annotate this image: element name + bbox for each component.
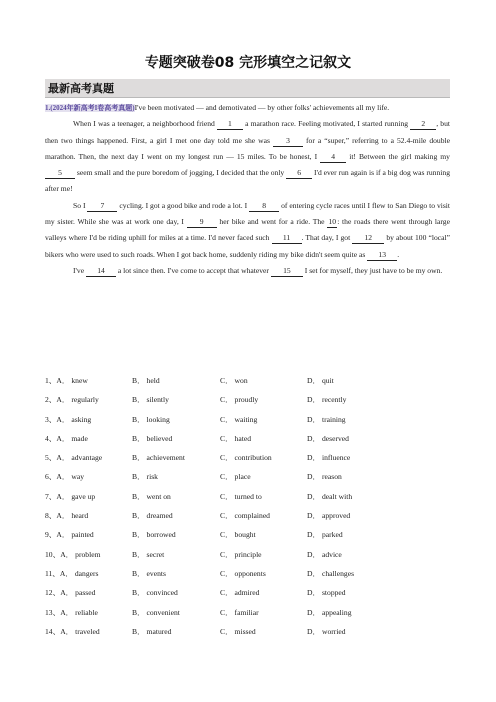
option-b[interactable]: B． achievement <box>132 453 185 463</box>
option-a[interactable] <box>45 414 91 425</box>
document-title: 专题突破卷08 完形填空之记叙文 <box>144 55 352 71</box>
passage-text: So I <box>73 200 86 210</box>
option-c[interactable]: C． turned to <box>220 491 262 501</box>
paragraph-3 <box>45 263 450 279</box>
option-d[interactable]: D． recently <box>307 395 347 405</box>
blank-14[interactable]: 14 <box>86 266 116 277</box>
passage-text: I've <box>73 265 85 275</box>
blank-10[interactable]: 10 <box>328 217 337 227</box>
section-title: 最新高考真题 <box>48 82 114 95</box>
option-text: A． advantage <box>56 453 103 463</box>
option-text: A． regularly <box>56 395 99 405</box>
answer-options <box>45 372 450 642</box>
blank-11[interactable]: 11 <box>272 233 302 244</box>
option-d[interactable]: D． challenges <box>307 568 355 578</box>
blank-5[interactable]: 5 <box>45 168 75 179</box>
option-row <box>45 411 450 430</box>
question-number: 7、 <box>45 491 57 501</box>
option-c[interactable]: C． contribution <box>220 453 272 463</box>
option-d[interactable]: D． deserved <box>307 433 349 443</box>
option-b[interactable]: B． dreamed <box>132 511 173 521</box>
question-number: 13、 <box>45 607 61 617</box>
option-a[interactable] <box>45 607 98 618</box>
option-d[interactable]: D． worried <box>307 626 346 636</box>
passage-text: I'd ever run again is if a big dog was running after me! <box>45 168 450 194</box>
option-row <box>45 584 450 603</box>
option-d[interactable]: D． dealt with <box>307 491 353 501</box>
option-d[interactable]: D． quit <box>307 376 334 385</box>
option-text: A． reliable <box>60 607 98 617</box>
passage-text: a lot since then. I've come to accept that whatever <box>117 265 269 275</box>
passage-text: . That day, I got <box>301 233 351 243</box>
passage-text: it! Between the girl making my <box>349 151 450 161</box>
passage-text: her bike and went for a ride. The <box>219 217 325 227</box>
option-a[interactable] <box>45 375 88 386</box>
intro-text: I've been motivated — and demotivated — by other folks' achievements all my life. <box>134 103 390 112</box>
option-row <box>45 526 450 545</box>
passage-text: by about 100 “local” bikers who were used to such roads. When I got back home, suddenly riding my bike didn't seem quite as <box>45 233 450 259</box>
passage-text: cycling. I got a good bike and rode a lot. I <box>119 200 248 210</box>
question-number: 5、 <box>45 453 57 463</box>
question-number: 11、 <box>45 568 60 578</box>
option-d[interactable]: D． approved <box>307 511 351 521</box>
blank-12[interactable]: 12 <box>352 233 384 244</box>
blank-4[interactable]: 4 <box>320 152 346 163</box>
option-d[interactable]: D． advice <box>307 549 342 559</box>
option-d[interactable]: D． parked <box>307 530 343 540</box>
passage-text: : the roads there went through large valleys where I'd be riding uphill for miles at a time. I'd never faced such <box>45 217 450 243</box>
question-number: 6、 <box>45 472 57 482</box>
question-number: 2、 <box>45 395 57 405</box>
question-number: 8、 <box>45 511 57 521</box>
option-text: A． asking <box>56 414 92 424</box>
option-c[interactable]: C． proudly <box>220 395 259 405</box>
option-c[interactable]: C． missed <box>220 626 256 636</box>
option-row <box>45 391 450 410</box>
option-b[interactable]: B． looking <box>132 414 170 424</box>
option-b[interactable]: B． events <box>132 568 166 578</box>
option-a[interactable] <box>45 491 95 502</box>
option-b[interactable]: B． risk <box>132 472 158 482</box>
option-a[interactable] <box>45 587 95 598</box>
passage-text: of entering cycle races until I flew to San Diego to visit my sister. While she was at work one day, I <box>45 200 451 227</box>
passage-text: , but then two things happened. First, a girl I met one day told me she was <box>45 119 450 145</box>
question-number: 9、 <box>45 530 57 540</box>
option-text: A． made <box>56 433 88 443</box>
option-d[interactable]: D． reason <box>307 472 342 482</box>
option-row <box>45 488 450 507</box>
option-text: A． knew <box>56 376 88 385</box>
option-text: A． problem <box>60 549 101 559</box>
option-row <box>45 468 450 487</box>
option-row <box>45 372 450 391</box>
option-row <box>45 623 450 642</box>
blank-2[interactable]: 2 <box>410 119 436 130</box>
option-c[interactable]: C． won <box>220 376 248 385</box>
option-c[interactable]: C． place <box>220 472 251 482</box>
option-a[interactable] <box>45 433 88 444</box>
option-text: A． gave up <box>56 491 96 501</box>
option-row <box>45 546 450 565</box>
option-a[interactable] <box>45 529 94 540</box>
option-b[interactable]: B． convinced <box>132 588 178 598</box>
option-c[interactable]: C． opponents <box>220 568 266 578</box>
option-text: A． passed <box>60 588 96 598</box>
option-b[interactable]: B． believed <box>132 433 173 443</box>
passage-text: . <box>397 249 400 259</box>
option-b[interactable]: B． held <box>132 376 160 385</box>
option-text: A． way <box>56 472 85 482</box>
option-row <box>45 604 450 623</box>
question-number: 3、 <box>45 414 57 424</box>
option-b[interactable]: B． borrowed <box>132 530 176 540</box>
option-c[interactable]: C． bought <box>220 530 256 540</box>
option-a[interactable] <box>45 452 102 463</box>
blank-1[interactable]: 1 <box>217 119 243 130</box>
passage-text: seem small and the pure boredom of jogging, I decided that the only <box>76 168 285 178</box>
blank-3[interactable]: 3 <box>273 136 303 147</box>
option-d[interactable]: D． stopped <box>307 588 346 598</box>
option-d[interactable]: D． training <box>307 414 346 424</box>
option-c[interactable]: C． admired <box>220 588 260 598</box>
passage-text: for a “super,” referring to a 52.4-mile double marathon. Then, the next day I went on my longest run — 15 miles. To be honest, I <box>45 135 450 161</box>
section-header <box>45 79 450 98</box>
paragraph-1 <box>45 116 450 197</box>
blank-8[interactable]: 8 <box>249 201 279 212</box>
option-text: A． painted <box>56 530 94 540</box>
option-b[interactable]: B． convenient <box>132 607 180 617</box>
option-b[interactable]: B． went on <box>132 491 171 501</box>
blank-7[interactable]: 7 <box>87 201 117 212</box>
option-text: A． traveled <box>60 626 100 636</box>
option-c[interactable]: C． familiar <box>220 607 259 617</box>
question-number: 1、 <box>45 376 57 385</box>
blank-15[interactable]: 15 <box>271 266 303 277</box>
blank-13[interactable]: 13 <box>367 250 397 261</box>
intro-paragraph <box>45 100 450 116</box>
paragraph-2 <box>45 198 450 263</box>
question-source-tag: 1.(2024年新高考I卷高考真题) <box>45 104 135 112</box>
option-row <box>45 449 450 468</box>
option-d[interactable]: D． appealing <box>307 607 352 617</box>
option-text: A． dangers <box>59 568 99 578</box>
question-number: 4、 <box>45 433 57 443</box>
blank-9[interactable]: 9 <box>187 217 217 228</box>
option-c[interactable]: C． complained <box>220 511 270 521</box>
question-number: 12、 <box>45 588 61 598</box>
option-a[interactable] <box>45 549 100 560</box>
option-a[interactable] <box>45 510 88 521</box>
passage-text: When I was a teenager, a neighborhood friend <box>73 119 215 129</box>
option-a[interactable] <box>45 471 84 482</box>
question-number: 14、 <box>45 626 61 636</box>
option-row <box>45 565 450 584</box>
passage <box>45 100 450 279</box>
option-c[interactable]: C． waiting <box>220 414 258 424</box>
option-b[interactable]: B． matured <box>132 626 172 636</box>
option-c[interactable]: C． hated <box>220 433 252 443</box>
passage-text: a marathon race. Feeling motivated, I started running <box>245 119 409 129</box>
option-b[interactable]: B． silently <box>132 395 169 405</box>
blank-6[interactable]: 6 <box>286 168 312 179</box>
question-number: 10、 <box>45 549 61 559</box>
option-a[interactable] <box>45 568 99 579</box>
option-a[interactable] <box>45 626 100 637</box>
option-row <box>45 507 450 526</box>
option-c[interactable]: C． principle <box>220 549 262 559</box>
option-a[interactable] <box>45 394 99 405</box>
option-d[interactable]: D． influence <box>307 453 351 463</box>
passage-text: I set for myself, they just have to be my own. <box>304 265 443 275</box>
option-b[interactable]: B． secret <box>132 549 165 559</box>
option-text: A． heard <box>56 511 89 521</box>
option-row <box>45 430 450 449</box>
